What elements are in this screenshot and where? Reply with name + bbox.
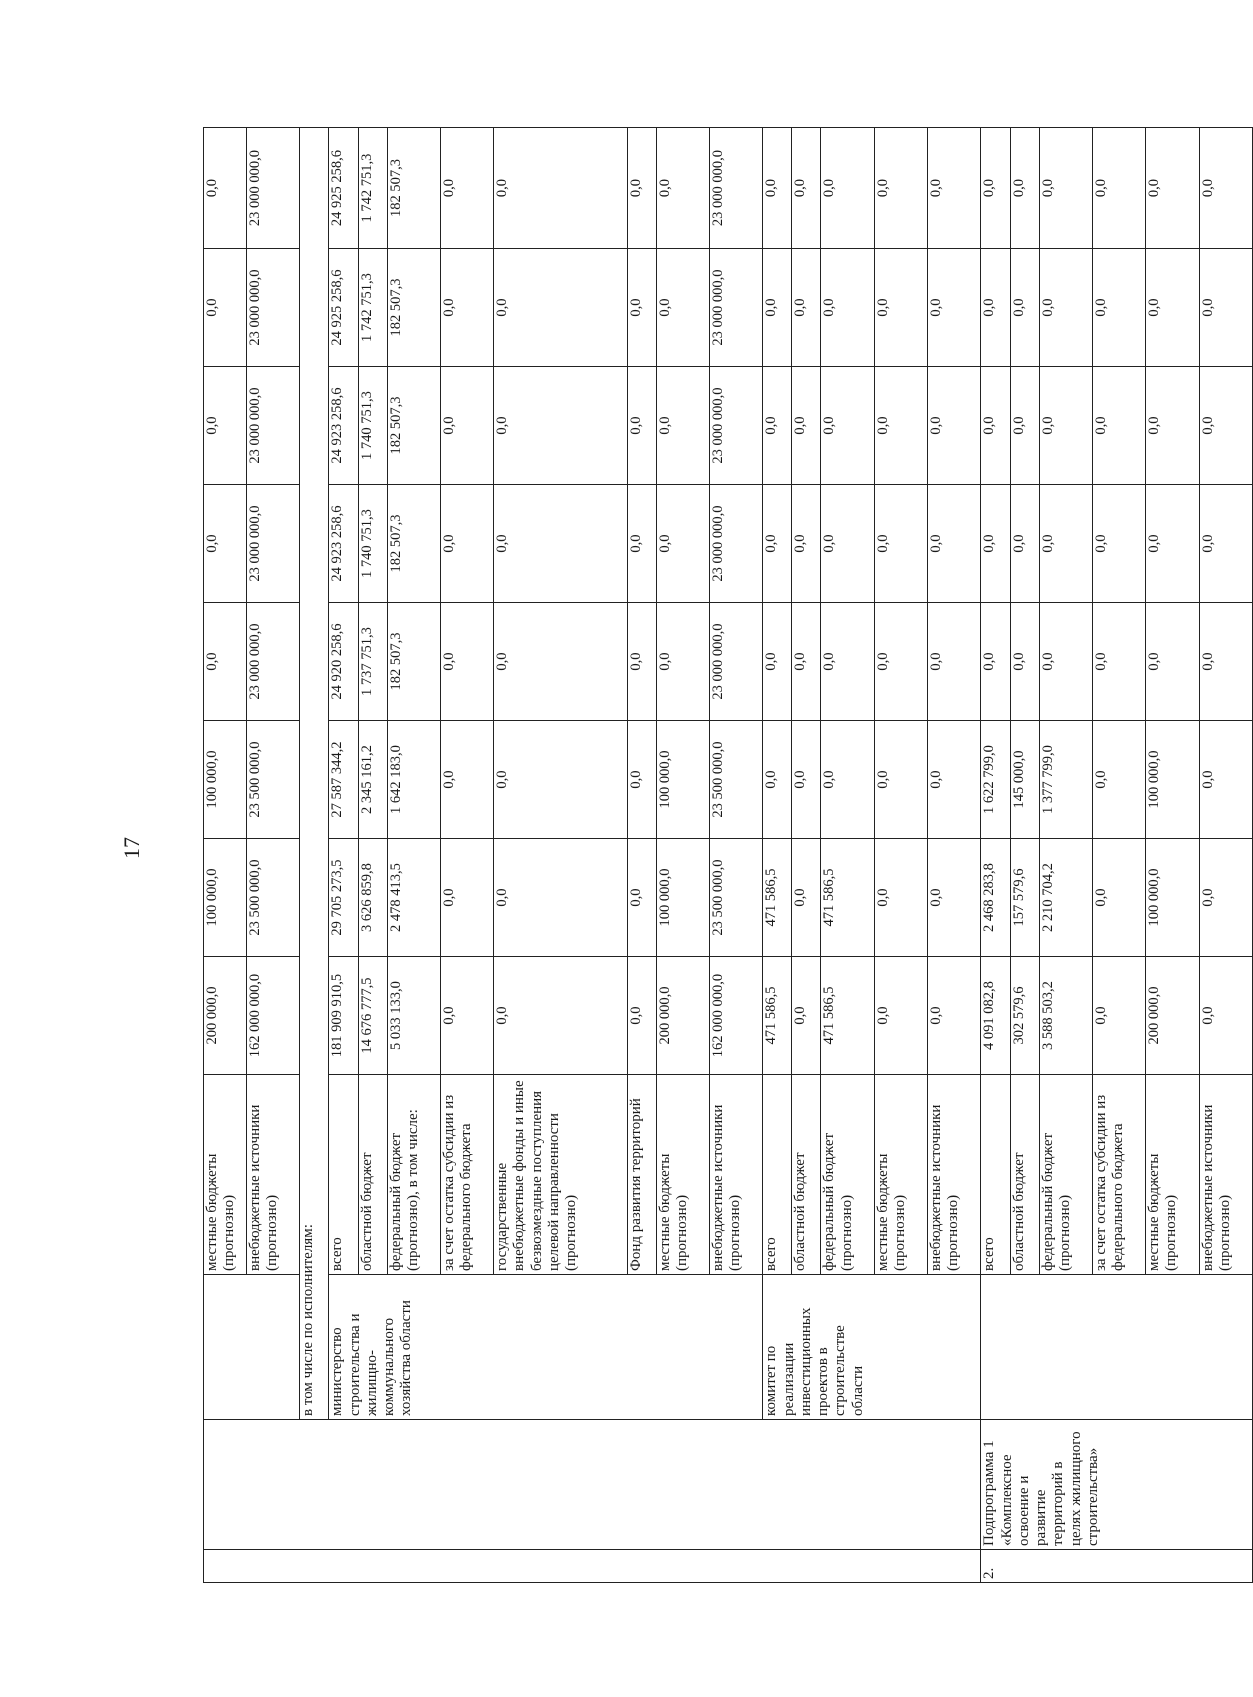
funding-source-cell: за счет остатка субсидии из федерального бюджета bbox=[1092, 1075, 1145, 1275]
value-cell: 200 000,0 bbox=[656, 957, 709, 1075]
value-cell: 0,0 bbox=[1092, 249, 1145, 367]
value-cell: 0,0 bbox=[494, 485, 627, 603]
value-cell: 0,0 bbox=[763, 485, 792, 603]
value-cell: 0,0 bbox=[1039, 603, 1092, 721]
value-cell: 100 000,0 bbox=[656, 721, 709, 839]
value-cell: 0,0 bbox=[981, 603, 1010, 721]
value-cell: 0,0 bbox=[440, 603, 493, 721]
value-cell: 2 210 704,2 bbox=[1039, 839, 1092, 957]
value-cell: 200 000,0 bbox=[1146, 957, 1199, 1075]
value-cell: 0,0 bbox=[494, 603, 627, 721]
table-row bbox=[981, 128, 1010, 1583]
value-cell: 0,0 bbox=[440, 839, 493, 957]
value-cell: 0,0 bbox=[204, 128, 247, 249]
value-cell: 0,0 bbox=[1146, 249, 1199, 367]
value-cell: 0,0 bbox=[928, 128, 981, 249]
value-cell: 0,0 bbox=[494, 721, 627, 839]
funding-source-cell: областной бюджет bbox=[358, 1075, 387, 1275]
row-number-cell bbox=[204, 1550, 981, 1583]
value-cell: 182 507,3 bbox=[387, 128, 440, 249]
value-cell: 0,0 bbox=[627, 603, 656, 721]
executor-cell bbox=[981, 1275, 1253, 1420]
value-cell: 0,0 bbox=[656, 367, 709, 485]
funding-source-cell: всего bbox=[329, 1075, 358, 1275]
value-cell: 0,0 bbox=[656, 249, 709, 367]
value-cell: 0,0 bbox=[981, 249, 1010, 367]
executors-subheader-cell: в том числе по исполнителям: bbox=[300, 128, 329, 1420]
value-cell: 0,0 bbox=[1092, 839, 1145, 957]
value-cell: 182 507,3 bbox=[387, 367, 440, 485]
value-cell: 100 000,0 bbox=[204, 721, 247, 839]
value-cell: 0,0 bbox=[792, 249, 821, 367]
funding-source-cell: федеральный бюджет (прогнозно), в том числе: bbox=[387, 1075, 440, 1275]
value-cell: 0,0 bbox=[928, 603, 981, 721]
funding-source-cell: всего bbox=[763, 1075, 792, 1275]
table-row bbox=[300, 128, 329, 1583]
funding-source-cell: федеральный бюджет (прогнозно) bbox=[1039, 1075, 1092, 1275]
value-cell: 1 740 751,3 bbox=[358, 367, 387, 485]
value-cell: 2 478 413,5 bbox=[387, 839, 440, 957]
value-cell: 0,0 bbox=[792, 128, 821, 249]
value-cell: 0,0 bbox=[763, 721, 792, 839]
value-cell: 0,0 bbox=[1092, 957, 1145, 1075]
value-cell: 0,0 bbox=[792, 957, 821, 1075]
value-cell: 0,0 bbox=[874, 128, 927, 249]
value-cell: 0,0 bbox=[821, 485, 874, 603]
value-cell: 0,0 bbox=[656, 128, 709, 249]
value-cell: 0,0 bbox=[763, 128, 792, 249]
value-cell: 23 000 000,0 bbox=[247, 603, 300, 721]
value-cell: 23 000 000,0 bbox=[247, 367, 300, 485]
value-cell: 1 737 751,3 bbox=[358, 603, 387, 721]
value-cell: 24 925 258,6 bbox=[329, 249, 358, 367]
value-cell: 0,0 bbox=[440, 721, 493, 839]
value-cell: 0,0 bbox=[1199, 128, 1252, 249]
funding-source-cell: областной бюджет bbox=[1010, 1075, 1039, 1275]
value-cell: 29 705 273,5 bbox=[329, 839, 358, 957]
value-cell: 0,0 bbox=[763, 367, 792, 485]
value-cell: 0,0 bbox=[928, 839, 981, 957]
value-cell: 0,0 bbox=[763, 249, 792, 367]
value-cell: 0,0 bbox=[494, 367, 627, 485]
value-cell: 23 000 000,0 bbox=[247, 249, 300, 367]
value-cell: 0,0 bbox=[494, 128, 627, 249]
program-name-cell: Подпрограмма 1 «Комплексное освоение и развитие территорий в целях жилищного строительства» bbox=[981, 1420, 1253, 1550]
value-cell: 1 742 751,3 bbox=[358, 249, 387, 367]
value-cell: 24 925 258,6 bbox=[329, 128, 358, 249]
value-cell: 0,0 bbox=[821, 128, 874, 249]
value-cell: 0,0 bbox=[627, 839, 656, 957]
row-number-cell: 2. bbox=[981, 1550, 1253, 1583]
executor-cell: комитет по реализации инвестиционных проектов в строительстве области bbox=[763, 1275, 981, 1420]
value-cell: 0,0 bbox=[656, 603, 709, 721]
funding-source-cell: местные бюджеты (прогнозно) bbox=[656, 1075, 709, 1275]
value-cell: 24 923 258,6 bbox=[329, 485, 358, 603]
value-cell: 0,0 bbox=[494, 957, 627, 1075]
value-cell: 0,0 bbox=[792, 367, 821, 485]
value-cell: 1 740 751,3 bbox=[358, 485, 387, 603]
budget-table bbox=[203, 127, 1253, 1583]
value-cell: 0,0 bbox=[440, 367, 493, 485]
funding-source-cell: за счет остатка субсидии из федерального бюджета bbox=[440, 1075, 493, 1275]
value-cell: 0,0 bbox=[627, 367, 656, 485]
value-cell: 182 507,3 bbox=[387, 485, 440, 603]
value-cell: 0,0 bbox=[821, 249, 874, 367]
value-cell: 0,0 bbox=[1092, 603, 1145, 721]
value-cell: 0,0 bbox=[821, 721, 874, 839]
value-cell: 100 000,0 bbox=[204, 839, 247, 957]
value-cell: 0,0 bbox=[821, 367, 874, 485]
value-cell: 3 626 859,8 bbox=[358, 839, 387, 957]
value-cell: 0,0 bbox=[928, 957, 981, 1075]
value-cell: 23 000 000,0 bbox=[709, 249, 762, 367]
value-cell: 4 091 082,8 bbox=[981, 957, 1010, 1075]
value-cell: 24 923 258,6 bbox=[329, 367, 358, 485]
value-cell: 0,0 bbox=[1010, 249, 1039, 367]
value-cell: 23 500 000,0 bbox=[247, 721, 300, 839]
program-name-cell bbox=[204, 1420, 981, 1550]
value-cell: 2 468 283,8 bbox=[981, 839, 1010, 957]
value-cell: 0,0 bbox=[1092, 721, 1145, 839]
value-cell: 0,0 bbox=[440, 128, 493, 249]
value-cell: 0,0 bbox=[1010, 128, 1039, 249]
table-row bbox=[204, 128, 247, 1583]
funding-source-cell: внебюджетные источники (прогнозно) bbox=[709, 1075, 762, 1275]
value-cell: 0,0 bbox=[821, 603, 874, 721]
value-cell: 100 000,0 bbox=[656, 839, 709, 957]
funding-source-cell: внебюджетные источники (прогнозно) bbox=[1199, 1075, 1252, 1275]
value-cell: 0,0 bbox=[1199, 485, 1252, 603]
value-cell: 1 742 751,3 bbox=[358, 128, 387, 249]
value-cell: 145 000,0 bbox=[1010, 721, 1039, 839]
value-cell: 0,0 bbox=[204, 485, 247, 603]
value-cell: 23 000 000,0 bbox=[247, 128, 300, 249]
value-cell: 0,0 bbox=[874, 249, 927, 367]
value-cell: 0,0 bbox=[792, 721, 821, 839]
value-cell: 182 507,3 bbox=[387, 249, 440, 367]
value-cell: 0,0 bbox=[627, 128, 656, 249]
value-cell: 0,0 bbox=[1146, 485, 1199, 603]
value-cell: 23 500 000,0 bbox=[709, 721, 762, 839]
funding-source-cell: Фонд развития территорий bbox=[627, 1075, 656, 1275]
funding-source-cell: местные бюджеты (прогнозно) bbox=[1146, 1075, 1199, 1275]
value-cell: 0,0 bbox=[928, 367, 981, 485]
value-cell: 0,0 bbox=[1199, 957, 1252, 1075]
table-row bbox=[763, 128, 792, 1583]
value-cell: 0,0 bbox=[204, 367, 247, 485]
executor-cell bbox=[204, 1275, 300, 1420]
value-cell: 100 000,0 bbox=[1146, 839, 1199, 957]
table-body bbox=[204, 128, 1253, 1583]
value-cell: 0,0 bbox=[440, 485, 493, 603]
value-cell: 302 579,6 bbox=[1010, 957, 1039, 1075]
value-cell: 0,0 bbox=[874, 839, 927, 957]
value-cell: 0,0 bbox=[874, 367, 927, 485]
value-cell: 0,0 bbox=[1039, 485, 1092, 603]
value-cell: 181 909 910,5 bbox=[329, 957, 358, 1075]
value-cell: 0,0 bbox=[1199, 839, 1252, 957]
value-cell: 1 377 799,0 bbox=[1039, 721, 1092, 839]
value-cell: 5 033 133,0 bbox=[387, 957, 440, 1075]
value-cell: 23 500 000,0 bbox=[709, 839, 762, 957]
value-cell: 0,0 bbox=[1092, 367, 1145, 485]
value-cell: 1 622 799,0 bbox=[981, 721, 1010, 839]
value-cell: 471 586,5 bbox=[763, 839, 792, 957]
funding-source-cell: федеральный бюджет (прогнозно) bbox=[821, 1075, 874, 1275]
value-cell: 0,0 bbox=[1146, 128, 1199, 249]
value-cell: 3 588 503,2 bbox=[1039, 957, 1092, 1075]
value-cell: 14 676 777,5 bbox=[358, 957, 387, 1075]
value-cell: 0,0 bbox=[1146, 603, 1199, 721]
value-cell: 0,0 bbox=[1199, 721, 1252, 839]
value-cell: 0,0 bbox=[440, 957, 493, 1075]
value-cell: 0,0 bbox=[928, 721, 981, 839]
value-cell: 0,0 bbox=[494, 839, 627, 957]
value-cell: 0,0 bbox=[928, 485, 981, 603]
value-cell: 471 586,5 bbox=[763, 957, 792, 1075]
value-cell: 23 000 000,0 bbox=[247, 485, 300, 603]
value-cell: 0,0 bbox=[1010, 603, 1039, 721]
value-cell: 471 586,5 bbox=[821, 957, 874, 1075]
value-cell: 0,0 bbox=[874, 603, 927, 721]
value-cell: 0,0 bbox=[627, 485, 656, 603]
table-row bbox=[329, 128, 358, 1583]
value-cell: 23 000 000,0 bbox=[709, 603, 762, 721]
value-cell: 0,0 bbox=[1146, 367, 1199, 485]
value-cell: 0,0 bbox=[1199, 367, 1252, 485]
funding-source-cell: государственные внебюджетные фонды и иные безвозмездные поступления целевой направленности (прогнозно) bbox=[494, 1075, 627, 1275]
value-cell: 0,0 bbox=[1010, 485, 1039, 603]
value-cell: 100 000,0 bbox=[1146, 721, 1199, 839]
value-cell: 0,0 bbox=[792, 839, 821, 957]
value-cell: 0,0 bbox=[440, 249, 493, 367]
funding-source-cell: местные бюджеты (прогнозно) bbox=[204, 1075, 247, 1275]
value-cell: 0,0 bbox=[874, 485, 927, 603]
value-cell: 23 000 000,0 bbox=[709, 367, 762, 485]
value-cell: 0,0 bbox=[1199, 603, 1252, 721]
value-cell: 0,0 bbox=[204, 603, 247, 721]
value-cell: 23 500 000,0 bbox=[247, 839, 300, 957]
value-cell: 0,0 bbox=[792, 485, 821, 603]
rotated-table-container bbox=[203, 128, 1253, 1583]
value-cell: 0,0 bbox=[792, 603, 821, 721]
funding-source-cell: местные бюджеты (прогнозно) bbox=[874, 1075, 927, 1275]
value-cell: 1 642 183,0 bbox=[387, 721, 440, 839]
value-cell: 0,0 bbox=[981, 367, 1010, 485]
funding-source-cell: областной бюджет bbox=[792, 1075, 821, 1275]
value-cell: 0,0 bbox=[1092, 128, 1145, 249]
value-cell: 0,0 bbox=[656, 485, 709, 603]
value-cell: 0,0 bbox=[763, 603, 792, 721]
value-cell: 0,0 bbox=[627, 957, 656, 1075]
value-cell: 0,0 bbox=[928, 249, 981, 367]
value-cell: 0,0 bbox=[981, 128, 1010, 249]
value-cell: 2 345 161,2 bbox=[358, 721, 387, 839]
value-cell: 162 000 000,0 bbox=[709, 957, 762, 1075]
value-cell: 24 920 258,6 bbox=[329, 603, 358, 721]
value-cell: 0,0 bbox=[874, 721, 927, 839]
value-cell: 23 000 000,0 bbox=[709, 485, 762, 603]
value-cell: 0,0 bbox=[1010, 367, 1039, 485]
value-cell: 0,0 bbox=[1199, 249, 1252, 367]
value-cell: 157 579,6 bbox=[1010, 839, 1039, 957]
value-cell: 200 000,0 bbox=[204, 957, 247, 1075]
value-cell: 0,0 bbox=[874, 957, 927, 1075]
value-cell: 162 000 000,0 bbox=[247, 957, 300, 1075]
value-cell: 471 586,5 bbox=[821, 839, 874, 957]
executor-cell: министерство строительства и жилищно-коммунального хозяйства области bbox=[329, 1275, 763, 1420]
funding-source-cell: всего bbox=[981, 1075, 1010, 1275]
value-cell: 0,0 bbox=[1039, 249, 1092, 367]
value-cell: 0,0 bbox=[981, 485, 1010, 603]
value-cell: 0,0 bbox=[627, 721, 656, 839]
value-cell: 0,0 bbox=[627, 249, 656, 367]
page-number: 17 bbox=[119, 837, 144, 859]
funding-source-cell: внебюджетные источники (прогнозно) bbox=[928, 1075, 981, 1275]
funding-source-cell: внебюджетные источники (прогнозно) bbox=[247, 1075, 300, 1275]
value-cell: 0,0 bbox=[1092, 485, 1145, 603]
value-cell: 0,0 bbox=[1039, 367, 1092, 485]
value-cell: 0,0 bbox=[494, 249, 627, 367]
value-cell: 0,0 bbox=[204, 249, 247, 367]
value-cell: 23 000 000,0 bbox=[709, 128, 762, 249]
value-cell: 182 507,3 bbox=[387, 603, 440, 721]
value-cell: 0,0 bbox=[1039, 128, 1092, 249]
value-cell: 27 587 344,2 bbox=[329, 721, 358, 839]
